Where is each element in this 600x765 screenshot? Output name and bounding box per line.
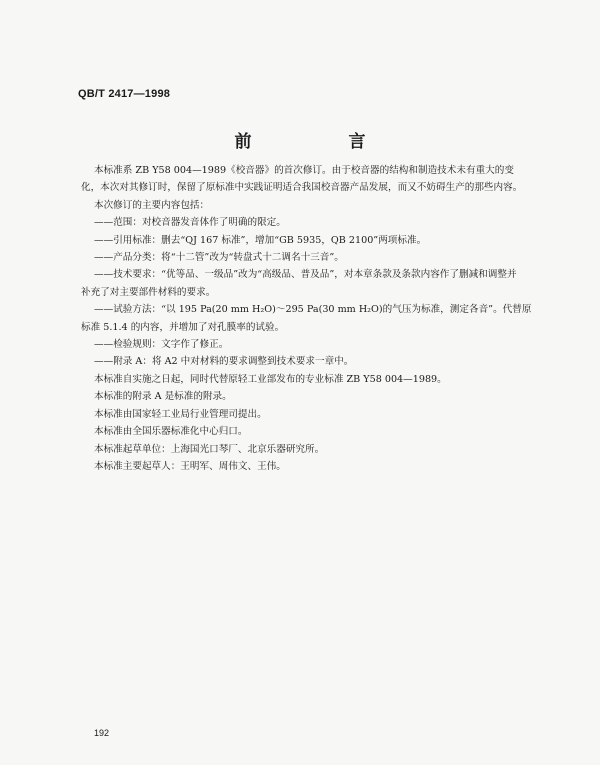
standard-code: QB/T 2417—1998: [78, 88, 171, 100]
list-item: ——产品分类：将“十二管”改为“转盘式十二调名十三音”。: [94, 252, 344, 264]
paragraph-line: 本标准起草单位：上海国光口琴厂、北京乐器研究所。: [94, 443, 325, 455]
paragraph-line: 本标准系 ZB Y58 004—1989《校音器》的首次修订。由于校音器的结构和制造技术未有重大的变: [94, 165, 514, 176]
paragraph-line: 化，本次对其修订时，保留了原标准中实践证明适合我国校音器产品发展，而又不妨碍生产的那些内容。: [81, 182, 523, 194]
paragraph-line: 本标准由国家轻工业局行业管理司提出。: [94, 408, 267, 420]
paragraph-line: 本标准主要起草人：王明军、周伟文、王伟。: [94, 460, 286, 472]
list-item: ——试验方法：“以 195 Pa(20 mm H₂O)～295 Pa(30 mm H₂O)的气压为标准，测定各音”。代替原: [94, 304, 532, 316]
list-item: ——引用标准：删去“QJ 167 标准”，增加“GB 5935，QB 2100”两项标准。: [94, 234, 427, 246]
paragraph-line: 本标准的附录 A 是标准的附录。: [94, 391, 232, 403]
paragraph-line: 本次修订的主要内容包括：: [94, 199, 210, 211]
foreword-body: [81, 162, 556, 475]
paragraph-line: 本标准由全国乐器标准化中心归口。: [94, 426, 248, 438]
paragraph-line: 本标准自实施之日起，同时代替原轻工业部发布的专业标准 ZB Y58 004—1989。: [94, 373, 447, 385]
list-item-continuation: 标准 5.1.4 的内容，并增加了对孔膜率的试验。: [81, 321, 285, 333]
list-item: ——范围：对校音器发音体作了明确的限定。: [94, 217, 286, 229]
list-item: ——技术要求：“优等品、一级品”改为“高级品、普及品”，对本章条款及条款内容作了删减和调整并: [94, 269, 517, 281]
page-title: 前 言: [234, 132, 406, 152]
page-number: 192: [94, 728, 110, 738]
list-item-continuation: 补充了对主要部件材料的要求。: [81, 286, 216, 298]
list-item: ——检验规则：文字作了修正。: [94, 339, 229, 351]
list-item: ——附录 A：将 A2 中对材料的要求调整到技术要求一章中。: [94, 356, 354, 368]
